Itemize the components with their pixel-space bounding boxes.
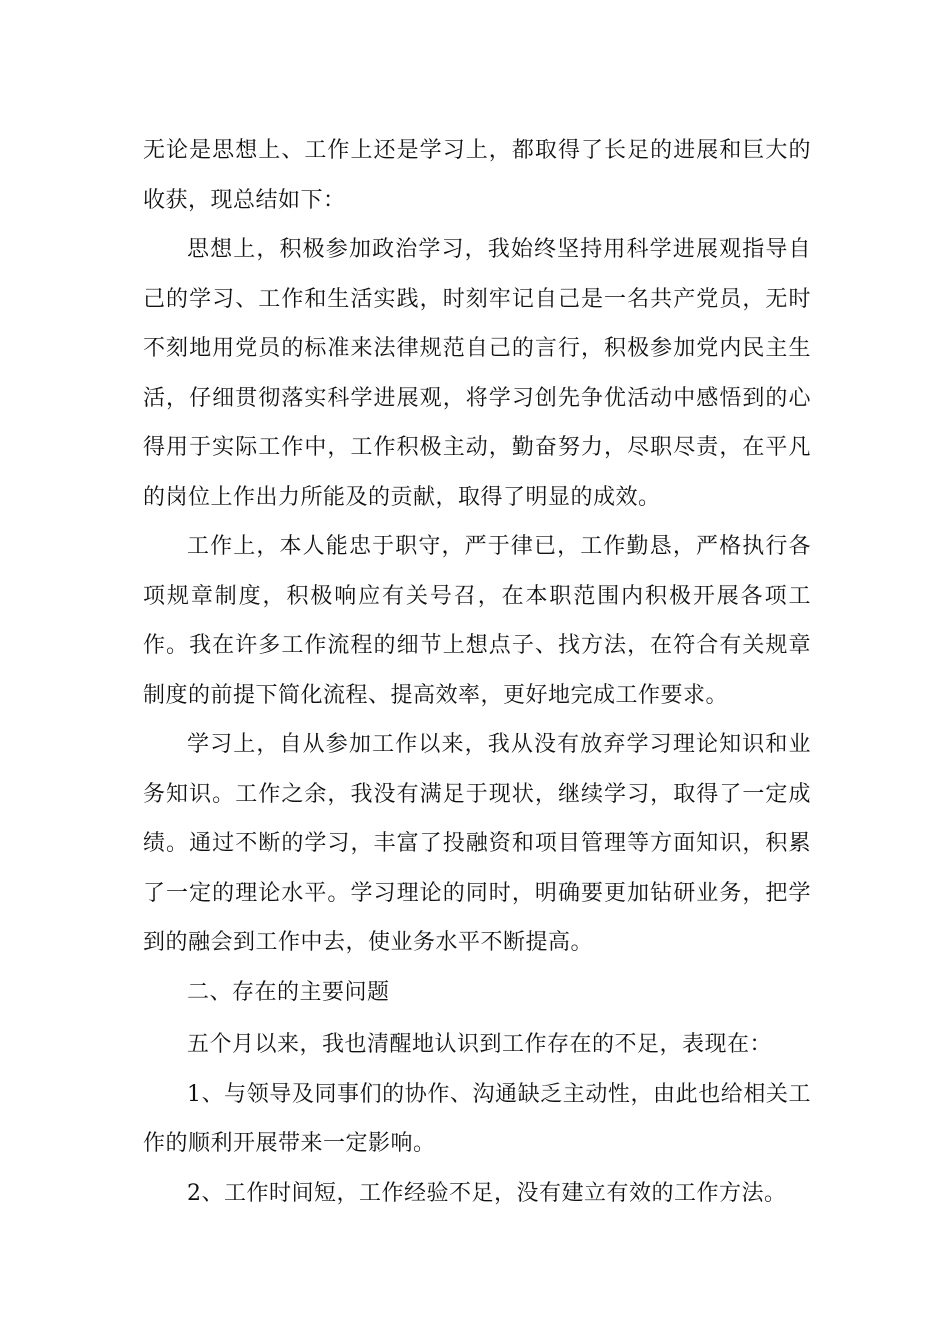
document-body — [143, 126, 811, 1218]
paragraph-ideology: 思想上，积极参加政治学习，我始终坚持用科学进展观指导自己的学习、工作和生活实践，时刻牢记自己是一名共产党员，无时不刻地用党员的标准来法律规范自己的言行，积极参加党内民主生活，仔细贯彻落实科学进展观，将学习创先争优活动中感悟到的心得用于实际工作中，工作积极主动，勤奋努力，尽职尽责，在平凡的岗位上作出力所能及的贡献，取得了明显的成效。 — [143, 237, 811, 510]
section-heading: 二、存在的主要问题 — [187, 979, 390, 1005]
list-item-2: 2、工作时间短，工作经验不足，没有建立有效的工作方法。 — [187, 1180, 787, 1206]
paragraph-study: 学习上，自从参加工作以来，我从没有放弃学习理论知识和业务知识。工作之余，我没有满足于现状，继续学习，取得了一定成绩。通过不断的学习，丰富了投融资和项目管理等方面知识，积累了一定的理论水平。学习理论的同时，明确要更加钻研业务，把学到的融会到工作中去，使业务水平不断提高。 — [143, 732, 811, 955]
paragraph-work: 工作上，本人能忠于职守，严于律已，工作勤恳，严格执行各项规章制度，积极响应有关号召，在本职范围内积极开展各项工作。我在许多工作流程的细节上想点子、找方法，在符合有关规章制度的前提下简化流程、提高效率，更好地完成工作要求。 — [143, 534, 811, 708]
list-item-1: 1、与领导及同事们的协作、沟通缺乏主动性，由此也给相关工作的顺利开展带来一定影响。 — [143, 1081, 811, 1156]
paragraph-intro: 五个月以来，我也清醒地认识到工作存在的不足，表现在： — [187, 1032, 773, 1057]
paragraph-continuation: 无论是思想上、工作上还是学习上，都取得了长足的进展和巨大的收获，现总结如下： — [143, 138, 811, 213]
